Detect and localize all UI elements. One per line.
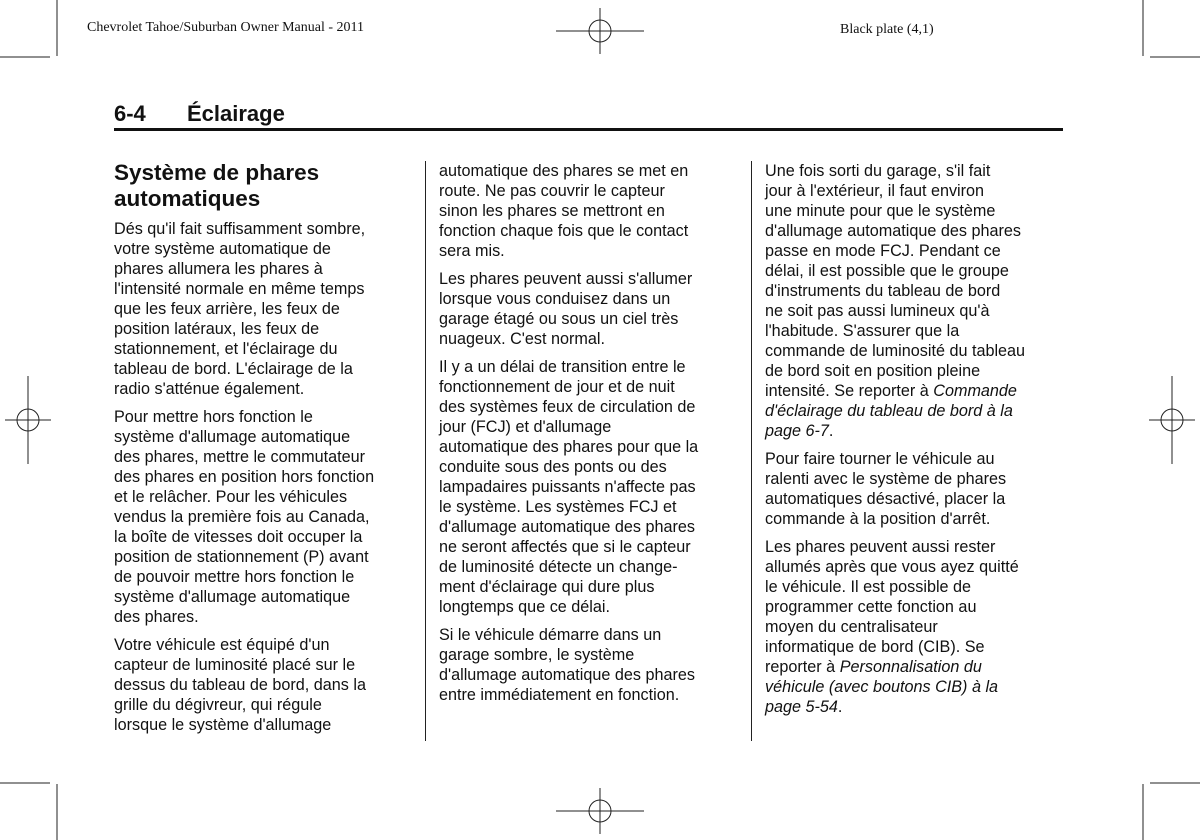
cross-reference-link[interactable]: page 5-54 <box>765 698 838 716</box>
section-number: 6-4 <box>114 101 146 126</box>
section-rule <box>114 128 1063 131</box>
registration-mark-bottom <box>556 788 644 834</box>
column-divider <box>751 161 752 741</box>
paragraph: Les phares peuvent aussi rester allumés après que vous ayez quitté le véhicule. Il est possible de programmer cette fonction au moyen du centralisateur informatique de bord (CIB). Se reporter à Personnalisation du véhicule (avec boutons CIB) à la page 5-54. <box>765 537 1061 717</box>
registration-mark-top <box>556 8 644 54</box>
column-1 <box>114 160 410 743</box>
paragraph: Les phares peuvent aussi s'allumer lorsque vous conduisez dans un garage étagé ou sous un ciel très nuageux. C'est normal. <box>439 270 693 348</box>
paragraph: Votre véhicule est équipé d'un capteur de luminosité placé sur le dessus du tableau de bord, dans la grille du dégivreur, qui régule lorsque le système d'allumage <box>114 636 366 734</box>
paragraph: Pour mettre hors fonction le système d'allumage automatique des phares, mettre le commutateur des phares en position hors fonction et le relâcher. Pour les véhicules vendus la première fois au Canada, la boîte de vitesses doit occuper la position de stationnement (P) avant de pouvoir mettre hors fonction le système d'allumage automatique des phares. <box>114 408 375 626</box>
paragraph: Pour faire tourner le véhicule au ralenti avec le système de phares automatiques désactivé, placer la commande à la position d'arrêt. <box>765 450 1007 528</box>
paragraph: Dés qu'il fait suffisamment sombre, votre système automatique de phares allumera les phares à l'intensité normale en même temps que les feux arrière, les feux de position latéraux, les feux de stationnement, et l'éclairage du tableau de bord. L'éclairage de la radio s'atténue également. <box>114 220 366 398</box>
cross-reference-link[interactable]: véhicule (avec boutons CIB) à la <box>765 678 999 696</box>
registration-mark-left <box>5 376 51 464</box>
cross-reference-link[interactable]: page 6-7 <box>765 422 829 440</box>
registration-mark-right <box>1149 376 1195 464</box>
cross-reference-link[interactable]: Personnalisation du <box>839 658 982 676</box>
paragraph: Il y a un délai de transition entre le fonctionnement de jour et de nuit des systèmes feux de circulation de jour (FCJ) et d'allumage automatique des phares pour que la conduite sous des ponts ou des lampadaires puissants n'affecte pas le système. Les systèmes FCJ et d'allumage automatique des phares ne seront affectés que si le capteur de luminosité détecte un change- ment d'éclairage qui dure plus longtemps que ce délai. <box>439 358 699 616</box>
plate-label: Black plate (4,1) <box>840 22 934 37</box>
paragraph: Une fois sorti du garage, s'il fait jour à l'extérieur, il faut environ une minute pour que le système d'allumage automatique des phares passe en mode FCJ. Pendant ce délai, il est possible que le groupe d'instruments du tableau de bord ne soit pas aussi lumineux qu'à l'habitude. S'assurer que la commande de luminosité du tableau de bord soit en position pleine intensité. Se reporter à Commande d'éclairage du tableau de bord à la page 6-7. <box>765 161 1061 441</box>
cross-reference-link[interactable]: d'éclairage du tableau de bord à la <box>765 402 1013 420</box>
section-title: Éclairage <box>187 101 285 126</box>
cross-reference-link[interactable]: Commande <box>933 382 1017 400</box>
column-3 <box>765 161 1061 725</box>
paragraph: automatique des phares se met en route. Ne pas couvrir le capteur sinon les phares se mettront en fonction chaque fois que le contact sera mis. <box>439 162 689 260</box>
paragraph: Si le véhicule démarre dans un garage sombre, le système d'allumage automatique des phares entre immédiatement en fonction. <box>439 626 695 704</box>
running-header-title: Chevrolet Tahoe/Suburban Owner Manual - 2011 <box>87 20 365 35</box>
column-divider <box>425 161 426 741</box>
article-heading: Système de phares automatiques <box>114 160 320 211</box>
column-2 <box>439 161 735 713</box>
